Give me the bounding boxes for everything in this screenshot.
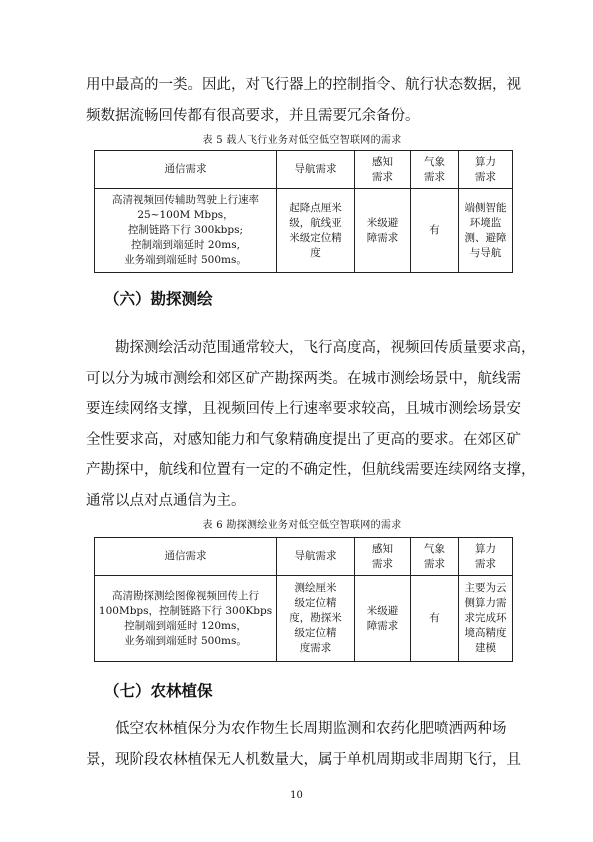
table-cell: 有 <box>411 576 459 662</box>
table-manned-flight <box>94 150 513 273</box>
table-row <box>95 576 513 662</box>
table-caption: 表 5 载人飞行业务对低空低空智联网的需求 <box>202 135 402 146</box>
header-cell: 气象 需求 <box>411 151 459 189</box>
page-number: 10 <box>290 790 303 801</box>
paragraph-survey <box>86 333 536 516</box>
header-cell: 气象 需求 <box>411 538 459 576</box>
header-cell: 算力 需求 <box>459 538 513 576</box>
header-cell: 感知 需求 <box>355 538 411 576</box>
text-line: 低空农林植保分为农作物生长周期监测和农药化肥喷洒两种场 <box>115 721 507 737</box>
text-line: 勘探测绘活动范围通常较大，飞行高度高，视频回传质量要求高， <box>115 340 536 356</box>
table-cell: 端侧智能 环境监 测、避障 与导航 <box>459 189 513 273</box>
table-caption: 表 6 勘探测绘业务对低空低空智联网的需求 <box>202 520 402 531</box>
paragraph-top <box>86 70 521 131</box>
table-cell: 测绘厘米 级定位精 度，勘探米 级定位精 度需求 <box>277 576 355 662</box>
header-cell: 通信需求 <box>95 151 277 189</box>
section-heading-forestry: （七）农林植保 <box>104 682 213 700</box>
text-line: 全性要求高，对感知能力和气象精确度提出了更高的要求。在郊区矿 <box>86 431 521 448</box>
header-cell: 算力 需求 <box>459 151 513 189</box>
header-cell: 感知 需求 <box>355 151 411 189</box>
text-line: 通常以点对点通信为主。 <box>86 492 246 509</box>
text-line: 可以分为城市测绘和郊区矿产勘探两类。在城市测绘场景中，航线需 <box>86 370 521 387</box>
text-line: 景，现阶段农林植保无人机数量大，属于单机周期或非周期飞行，且 <box>86 751 521 768</box>
table-row <box>95 189 513 273</box>
header-cell: 通信需求 <box>95 538 277 576</box>
text-line: 频数据流畅回传都有很高要求，并且需要冗余备份。 <box>86 107 420 124</box>
table-cell: 主要为云 侧算力需 求完成环 境高精度 建模 <box>459 576 513 662</box>
table-header-row <box>95 538 513 576</box>
text-line: 产勘探中，航线和位置有一定的不确定性，但航线需要连续网络支撑， <box>86 462 536 478</box>
header-cell: 导航需求 <box>277 151 355 189</box>
header-cell: 导航需求 <box>277 538 355 576</box>
text-line: 用中最高的一类。因此，对飞行器上的控制指令、航行状态数据，视 <box>86 77 521 93</box>
table-header-row <box>95 151 513 189</box>
table-cell: 高清视频回传辅助驾驶上行速率 25~100M Mbps， 控制链路下行 300kbps; 控制端到端延时 20ms, 业务端到端延时 500ms。 <box>95 189 277 273</box>
paragraph-forestry <box>86 714 521 775</box>
table-cell: 米级避 障需求 <box>355 189 411 273</box>
table-cell: 有 <box>411 189 459 273</box>
table-cell: 米级避 障需求 <box>355 576 411 662</box>
table-cell: 起降点厘米 级，航线亚 米级定位精 度 <box>277 189 355 273</box>
table-survey <box>94 537 513 662</box>
section-heading-survey: （六）勘探测绘 <box>104 290 213 308</box>
table-cell: 高清勘探测绘图像视频回传上行 100Mbps，控制链路下行 300Kbps 控制端到端延时 120ms， 业务端到端延时 500ms。 <box>95 576 277 662</box>
text-line: 要连续网络支撑，且视频回传上行速率要求较高，且城市测绘场景安 <box>86 401 521 417</box>
